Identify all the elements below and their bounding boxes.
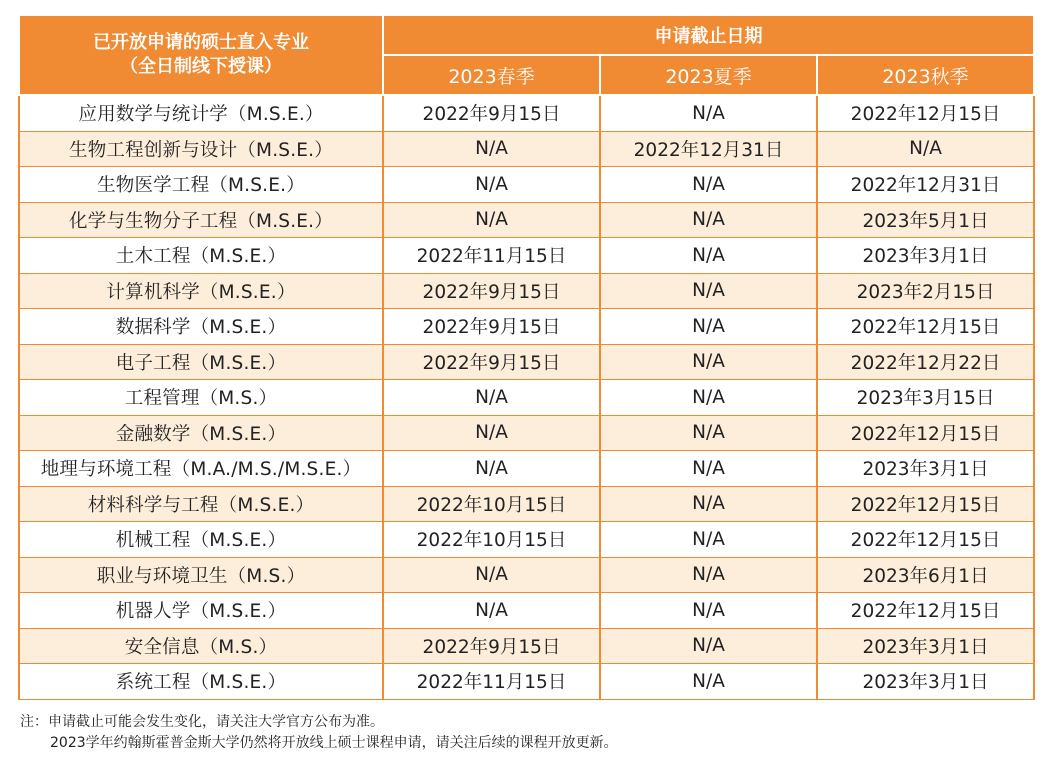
majors-title-line2: （全日制线下授课）	[120, 56, 282, 77]
spring-deadline-cell: 2022年9月15日	[383, 344, 600, 380]
table-header	[19, 15, 1034, 95]
summer-deadline-cell: N/A	[600, 664, 817, 700]
spring-deadline-cell: N/A	[383, 451, 600, 487]
table-row	[19, 628, 1034, 664]
spring-deadline-cell: 2022年11月15日	[383, 238, 600, 274]
spring-deadline-cell: 2022年9月15日	[383, 309, 600, 345]
table-row	[19, 664, 1034, 700]
spring-deadline-cell: N/A	[383, 202, 600, 238]
table-body	[19, 95, 1034, 699]
summer-deadline-cell: N/A	[600, 415, 817, 451]
fall-deadline-cell: 2023年3月1日	[817, 628, 1034, 664]
table-row	[19, 309, 1034, 345]
table-row	[19, 593, 1034, 629]
table-row	[19, 131, 1034, 167]
spring-deadline-cell: 2022年10月15日	[383, 522, 600, 558]
major-cell: 职业与环境卫生（M.S.）	[19, 557, 383, 593]
table-row	[19, 167, 1034, 203]
table-row	[19, 557, 1034, 593]
fall-deadline-cell: 2023年3月1日	[817, 238, 1034, 274]
fall-deadline-cell: 2023年2月15日	[817, 273, 1034, 309]
fall-deadline-cell: 2023年3月15日	[817, 380, 1034, 416]
fall-deadline-cell: 2022年12月15日	[817, 415, 1034, 451]
footnote-line2: 2023学年约翰斯霍普金斯大学仍然将开放线上硕士课程申请，请关注后续的课程开放更新。	[50, 735, 618, 751]
summer-deadline-cell: N/A	[600, 557, 817, 593]
spring-deadline-cell: 2022年9月15日	[383, 628, 600, 664]
fall-deadline-cell: 2023年3月1日	[817, 451, 1034, 487]
table-row	[19, 522, 1034, 558]
fall-deadline-cell: 2022年12月15日	[817, 309, 1034, 345]
season-header-spring: 2023春季	[383, 55, 600, 95]
major-cell: 化学与生物分子工程（M.S.E.）	[19, 202, 383, 238]
table-row	[19, 415, 1034, 451]
spring-deadline-cell: N/A	[383, 593, 600, 629]
spring-deadline-cell: 2022年9月15日	[383, 273, 600, 309]
major-cell: 工程管理（M.S.）	[19, 380, 383, 416]
fall-deadline-cell: N/A	[817, 131, 1034, 167]
major-cell: 应用数学与统计学（M.S.E.）	[19, 95, 383, 131]
deadline-table	[18, 14, 1035, 700]
major-cell: 生物医学工程（M.S.E.）	[19, 167, 383, 203]
major-cell: 机器人学（M.S.E.）	[19, 593, 383, 629]
summer-deadline-cell: N/A	[600, 309, 817, 345]
fall-deadline-cell: 2023年3月1日	[817, 664, 1034, 700]
fall-deadline-cell: 2022年12月22日	[817, 344, 1034, 380]
spring-deadline-cell: 2022年10月15日	[383, 486, 600, 522]
summer-deadline-cell: N/A	[600, 451, 817, 487]
spring-deadline-cell: N/A	[383, 131, 600, 167]
majors-title-line1: 已开放申请的硕士直入专业	[93, 31, 309, 53]
major-cell: 材料科学与工程（M.S.E.）	[19, 486, 383, 522]
majors-column-header	[19, 15, 383, 95]
summer-deadline-cell: N/A	[600, 522, 817, 558]
major-cell: 金融数学（M.S.E.）	[19, 415, 383, 451]
season-header-fall: 2023秋季	[817, 55, 1034, 95]
footnote-line1: 注：申请截止可能会发生变化，请关注大学官方公布为准。	[20, 714, 384, 730]
major-cell: 地理与环境工程（M.A./M.S./M.S.E.）	[19, 451, 383, 487]
summer-deadline-cell: N/A	[600, 486, 817, 522]
summer-deadline-cell: N/A	[600, 344, 817, 380]
deadline-table-container	[18, 14, 1033, 700]
summer-deadline-cell: N/A	[600, 238, 817, 274]
table-row	[19, 95, 1034, 131]
table-row	[19, 486, 1034, 522]
spring-deadline-cell: N/A	[383, 415, 600, 451]
table-row	[19, 202, 1034, 238]
spring-deadline-cell: N/A	[383, 557, 600, 593]
fall-deadline-cell: 2022年12月15日	[817, 593, 1034, 629]
deadline-group-header: 申请截止日期	[383, 15, 1034, 55]
table-row	[19, 344, 1034, 380]
major-cell: 计算机科学（M.S.E.）	[19, 273, 383, 309]
major-cell: 土木工程（M.S.E.）	[19, 238, 383, 274]
summer-deadline-cell: N/A	[600, 628, 817, 664]
major-cell: 安全信息（M.S.）	[19, 628, 383, 664]
summer-deadline-cell: N/A	[600, 273, 817, 309]
footnotes	[20, 712, 618, 754]
major-cell: 数据科学（M.S.E.）	[19, 309, 383, 345]
summer-deadline-cell: N/A	[600, 380, 817, 416]
spring-deadline-cell: N/A	[383, 167, 600, 203]
major-cell: 电子工程（M.S.E.）	[19, 344, 383, 380]
summer-deadline-cell: 2022年12月31日	[600, 131, 817, 167]
summer-deadline-cell: N/A	[600, 167, 817, 203]
major-cell: 生物工程创新与设计（M.S.E.）	[19, 131, 383, 167]
fall-deadline-cell: 2022年12月31日	[817, 167, 1034, 203]
fall-deadline-cell: 2023年6月1日	[817, 557, 1034, 593]
fall-deadline-cell: 2022年12月15日	[817, 486, 1034, 522]
fall-deadline-cell: 2022年12月15日	[817, 522, 1034, 558]
table-row	[19, 273, 1034, 309]
spring-deadline-cell: N/A	[383, 380, 600, 416]
fall-deadline-cell: 2023年5月1日	[817, 202, 1034, 238]
table-row	[19, 380, 1034, 416]
major-cell: 机械工程（M.S.E.）	[19, 522, 383, 558]
spring-deadline-cell: 2022年9月15日	[383, 95, 600, 131]
fall-deadline-cell: 2022年12月15日	[817, 95, 1034, 131]
table-row	[19, 238, 1034, 274]
table-row	[19, 451, 1034, 487]
major-cell: 系统工程（M.S.E.）	[19, 664, 383, 700]
spring-deadline-cell: 2022年11月15日	[383, 664, 600, 700]
summer-deadline-cell: N/A	[600, 95, 817, 131]
season-header-summer: 2023夏季	[600, 55, 817, 95]
summer-deadline-cell: N/A	[600, 593, 817, 629]
summer-deadline-cell: N/A	[600, 202, 817, 238]
